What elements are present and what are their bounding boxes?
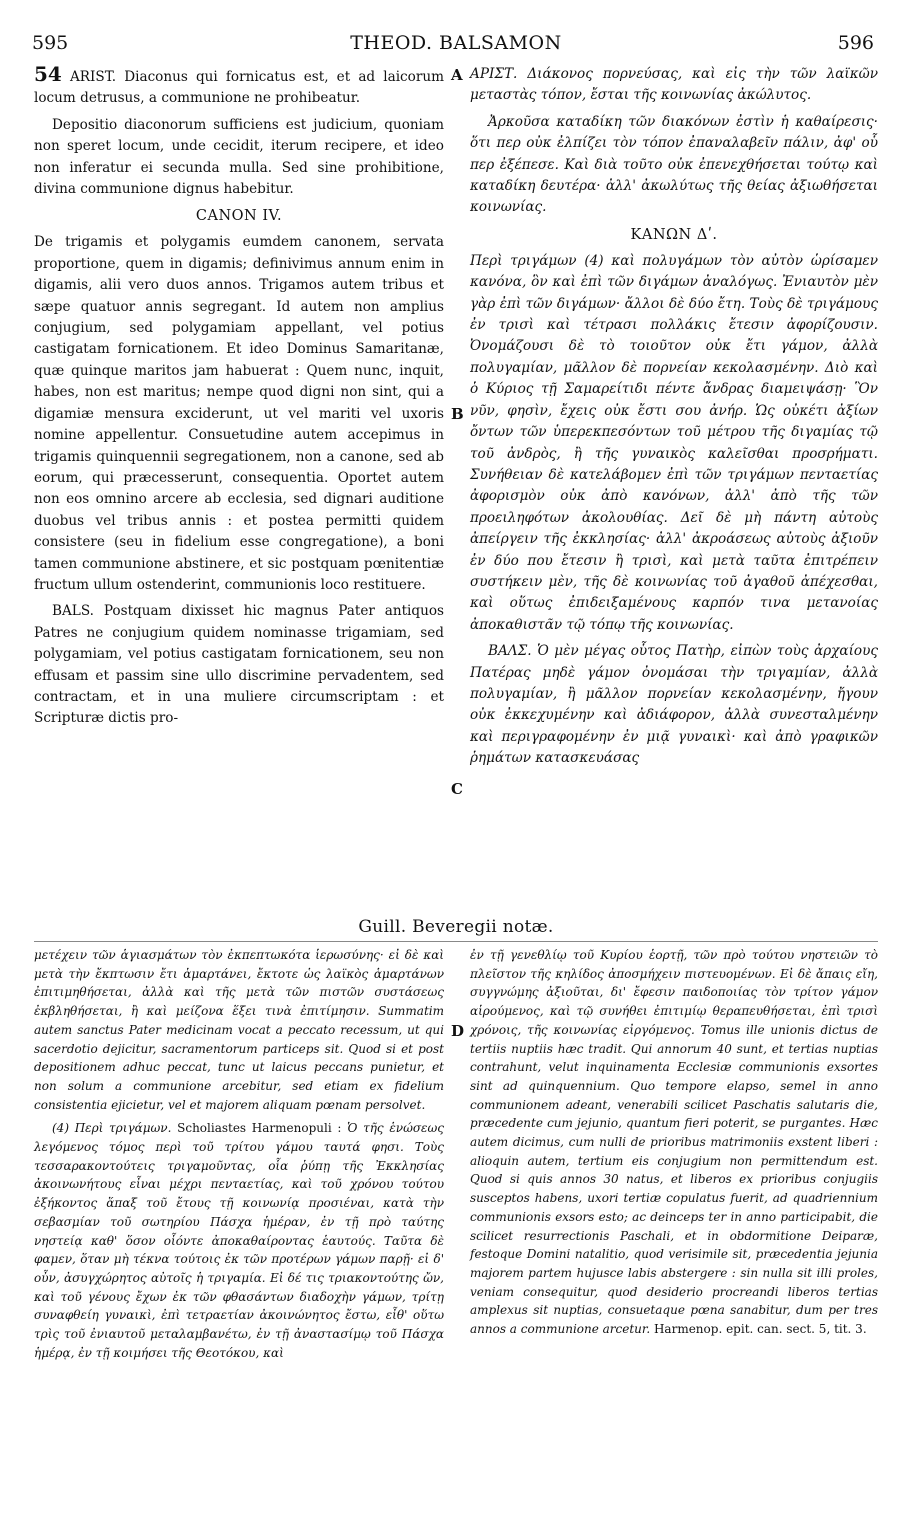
page-number-left: 595 xyxy=(32,32,69,54)
note-paragraph xyxy=(34,1119,444,1362)
notes-right-column xyxy=(470,946,878,1344)
greek-column xyxy=(470,64,878,775)
canon-number: 54 xyxy=(34,62,62,86)
note-source: Scholiastes Harmenopuli : xyxy=(177,1121,342,1136)
margin-letter-d: D xyxy=(451,1022,465,1040)
margin-letter-c: C xyxy=(451,780,463,798)
latin-aristenus-summary xyxy=(34,64,444,110)
note-citation: Harmenop. epit. can. sect. 5, tit. 3. xyxy=(653,1322,867,1337)
page-number-right: 596 xyxy=(837,32,874,54)
greek-balsamon-commentary: ΒΑΛΣ. Ὁ μὲν μέγας οὗτος Πατὴρ, εἰπὼν τοὺς ἀρχαίους Πατέρας μηδὲ γάμον ὀνομάσαι τὴν τριγαμίαν, ἀλλὰ πολυγαμίαν, ἢ μᾶλλον πορνείαν κεκολασμένην, ἤγουν οὐκ ἐκκεχυμένην καὶ ἀδιάφορον, ἀλλὰ συνεσταλμένην καὶ περιγραφομένην ἐν μιᾷ γυναικὶ· καὶ ἀπὸ γραφικῶν ῥημάτων κατασκευάσας xyxy=(470,643,878,767)
note-greek-quote: Ὁ τῆς ἑνώσεως λεγόμενος τόμος περὶ τοῦ τρίτου γάμου ταυτά φησι. Τοὺς τεσσαρακοντούτεις τριγαμοῦντας, οἷα ῥύπῃ τῆς Ἐκκλησίας ἀκοινωνήτους εἶναι μέχρι πενταετίας, καὶ τοῦ χρόνου τούτου ἐξήκοντος ἅπαξ τοῦ ἔτους τῇ κοινωνίᾳ προσιέναι, κατὰ τὴν σεβασμίαν τοῦ σωτηρίου Πάσχα ἡμέραν, ἐν τῇ πρὸ ταύτης νηστείᾳ καθ' ὅσον οἷόντε ἀποκαθαίροντας ἑαυτούς. Ταῦτα δὲ φαμεν, ὅταν μὴ τέκνα τούτοις ἐκ τῶν προτέρων γάμων παρῇ· εἰ δ' οὖν, ἀσυγχώρητος αὐτοῖς ἡ τριγαμία. Εἰ δέ τις τριακοντούτης ὤν, καὶ τοῦ γένους ἔχων ἐκ τῶν φθασάντων διαδοχὴν γάμων, τρίτῃ συναφθείη γυναικὶ, ἐπὶ τετραετίαν ἀκοινώνητος ἔστω, εἶθ' οὕτω τρὶς τοῦ ἐνιαυτοῦ μεταλαμβανέτω, ἐν τῇ ἀναστασίμῳ τοῦ Πάσχα ἡμέρᾳ, ἐν τῇ κοιμήσει τῆς Θεοτόκου, καὶ xyxy=(34,1121,444,1360)
latin-canon-heading: CANON IV. xyxy=(195,208,283,225)
latin-balsamon-commentary: BALS. Postquam dixisset hic magnus Pater antiquos Patres ne conjugium quidem nominasse trigamiam, sed polygamiam, vel potius castigatam fornicationem, seu non effusam et passim sine ullo discrimine pervadentem, sed contractam, et in una muliere circumscriptam : et Scripturæ dictis pro- xyxy=(34,603,444,727)
greek-canon-text: Περὶ τριγάμων (4) καὶ πολυγάμων τὸν αὐτὸν ὡρίσαμεν κανόνα, ὃν καὶ ἐπὶ τῶν διγάμων ἀναλόγως. Ἐνιαυτὸν μὲν γὰρ ἐπὶ τῶν διγάμων· ἄλλοι δὲ δύο ἔτη. Τοὺς δὲ τριγάμους ἐν τρισὶ καὶ τέτρασι πολλάκις ἔτεσιν ἀφορίζουσιν. Ὀνομάζουσι δὲ τὸ τοιοῦτον οὐκ ἔτι γάμον, ἀλλὰ πολυγαμίαν, μᾶλλον δὲ πορνείαν κεκολασμένην. Διὸ καὶ ὁ Κύριος τῇ Σαμαρείτιδι πέντε ἄνδρας διαμειψάσῃ· Ὃν νῦν, φησὶν, ἔχεις οὐκ ἔστι σου ἀνήρ. Ὡς οὐκέτι ἀξίων ὄντων τῶν ὑπερεκπεσόντων τοῦ μέτρου τῆς διγαμίας τῷ τοῦ ἀνδρὸς, ἢ τῆς γυναικὸς καλεῖσθαι προσρήματι. Συνήθειαν δὲ κατελάβομεν ἐπὶ τῶν τριγάμων πενταετίας ἀφορισμὸν οὐκ ἀπὸ κανόνων, ἀλλ' ἀπὸ τῆς τῶν προειληφότων ἀκολουθίας. Δεῖ δὲ μὴ πάντη αὐτοὺς ἀπείργειν τῆς ἐκκλησίας· ἀλλ' ἀκροάσεως αὐτοὺς ἀξιοῦν ἐν δύο που ἔτεσιν ἢ τρισὶ, καὶ μετὰ ταῦτα ἐπιτρέπειν συστήκειν μὲν, τῆς δὲ κοινωνίας τοῦ ἀγαθοῦ ἀπέχεσθαι, καὶ οὕτως ἐπιδειξαμένους καρπόν τινα μετανοίας ἀποκαθιστᾶν τῷ τόπῳ τῆς κοινωνίας. xyxy=(470,252,878,633)
latin-commentary: Depositio diaconorum sufficiens est judicium, quoniam non speret locum, unde cecidit, iterum recipere, et ideo non inferatur ei secunda mulla. Sed sine prohibitione, divina communione dignus habebitur. xyxy=(34,116,444,198)
latin-canon-text: De trigamis et polygamis eumdem canonem, servata proportione, quem in digamis; definivimus annum enim in digamis, alii vero duos annos. Trigamos autem tribus et sæpe quatuor annis segregant. Id autem non amplius conjugium, sed polygamiam appellant, vel potius castigatam fornicationem. Et ideo Dominus Samaritanæ, quæ quinque maritos jam habuerat : Quem nunc, inquit, habes, non est maritus; nempe quod digni non sint, qui a digamiæ mensura exciderunt, ut vel mariti vel uxoris nomine appellentur. Consuetudine autem accepimus in trigamis quinquennii segregationem, non a canone, sed ab eorum, qui præcesserunt, consequentia. Oportet autem non eos omnino arcere ab ecclesia, sed dignari auditione duobus vel tribus annis : et postea permitti quidem consistere (seu in fidelium esse congregatione), a boni tamen communione abstinere, et sic postquam pœnitentiæ fructum ullum ostenderint, communionis loco restituere. xyxy=(34,234,444,593)
note-paragraph xyxy=(34,946,444,1114)
greek-aristenus-summary: ΑΡΙΣΤ. Διάκονος πορνεύσας, καὶ εἰς τὴν τῶν λαϊκῶν μεταστὰς τόπον, ἔσται τῆς κοινωνίας ἀκώλυτος. xyxy=(470,66,878,104)
margin-letter-b: B xyxy=(451,405,464,423)
latin-column xyxy=(34,64,444,735)
greek-canon-heading: ΚΑΝΩΝ Δʹ. xyxy=(630,226,718,243)
margin-letter-a: A xyxy=(451,66,463,84)
note-greek-text: μετέχειν τῶν ἁγιασμάτων τὸν ἐκπεπτωκότα ἱερωσύνης· εἰ δὲ καὶ μετὰ τὴν ἔκπτωσιν ἔτι ἁμαρτάνει, ἔκτοτε ὡς λαϊκὸς ἁμαρτάνων ἐπιτιμηθήσεται, ἀλλὰ καὶ τῆς μετὰ τῶν πιστῶν συστάσεως ἐκβληθήσεται, ἢ καὶ μείζονα ἕξει τινὰ ἐπιτίμησιν. xyxy=(34,948,444,1019)
note-paragraph xyxy=(470,946,878,1339)
note-latin-text: Summatim autem sanctus Pater medicinam vocat a peccato recessum, ut qui sacerdotio dejicitur, sacramentorum particeps sit. Quod si et post depositionem adhuc peccat, tunc ut laicus peccans punietur, et non solum a communione arcebitur, sed etiam ex fidelium consistentia ejicietur, vel et majorem aliquam pœnam persolvet. xyxy=(34,1004,444,1112)
notes-heading: Guill. Beveregii notæ. xyxy=(358,917,554,937)
note-greek-text: ἐν τῇ γενεθλίῳ τοῦ Κυρίου ἑορτῇ, τῶν πρὸ τούτου νηστειῶν τὸ πλεῖστον τῆς κηλίδος ἀποσμήχειν πιστευομένων. Εἰ δὲ ἄπαις εἴη, συγγνώμης ἀξιοῦται, δι' ἔφεσιν παιδοποιίας τὸν τρίτον γάμον αἱρούμενος, καὶ τῷ συνήθει ἐπιτιμίῳ θεραπευθήσεται, ἐπὶ τρισὶ χρόνοις, τῆς κοινωνίας εἰργόμενος. xyxy=(470,948,878,1037)
notes-left-column xyxy=(34,946,444,1367)
page-header xyxy=(0,30,912,60)
running-title: THEOD. BALSAMON xyxy=(350,32,562,54)
latin-aristenus-text: ARIST. Diaconus qui fornicatus est, et ad laicorum locum detrusus, a communione ne prohibeatur. xyxy=(34,69,444,107)
greek-commentary: Ἀρκοῦσα καταδίκη τῶν διακόνων ἐστὶν ἡ καθαίρεσις· ὅτι περ οὐκ ἐλπίζει τὸν τόπον ἐπαναλαβεῖν πάλιν, ἀφ' οὗ περ ἐξέπεσε. Καὶ διὰ τοῦτο οὐκ ἐπενεχθήσεται τούτῳ καὶ καταδίκη δευτέρα· ἀλλ' ἀκωλύτως τῆς θείας ἀξιωθήσεται κοινωνίας. xyxy=(470,113,878,216)
note-latin-text: Tomus ille unionis dictus de tertiis nuptiis hæc tradit. Qui annorum 40 sunt, et tertias nuptias contrahunt, velut inquinamenta Ecclesiæ communionis exsortes sint ad quinquennium. Quo tempore elapso, semel in anno communionem adeant, venerabili scilicet Paschatis salutaris die, præcedente cum jejunio, quantum fieri poterit, se purgantes. Hæc autem dicimus, cum nulli de prioribus matrimoniis exstent liberi : alioquin autem, tertium eis conjugium non permittendum est. Quod si quis annos 30 natus, et liberos ex prioribus conjugiis susceptos habens, uxori tertiæ copulatus fuerit, ad quadriennium communionis exsors esto; ac deinceps ter in anno participabit, die scilicet resurrectionis Paschali, et in obdormitione Deiparæ, festoque Domini natalitio, quod verisimile sit, præcedentia jejunia majorem partem hujusce labis abstergere : sin nulla sit illi proles, veniam consequitur, quod desiderio procreandi liberos tertias amplexus sit nuptias, consuetaque pœna sanabitur, dum per tres annos a communione arcetur. xyxy=(470,1022,878,1337)
note-reference: (4) Περὶ τριγάμων. xyxy=(52,1121,172,1136)
notes-divider xyxy=(34,941,878,942)
